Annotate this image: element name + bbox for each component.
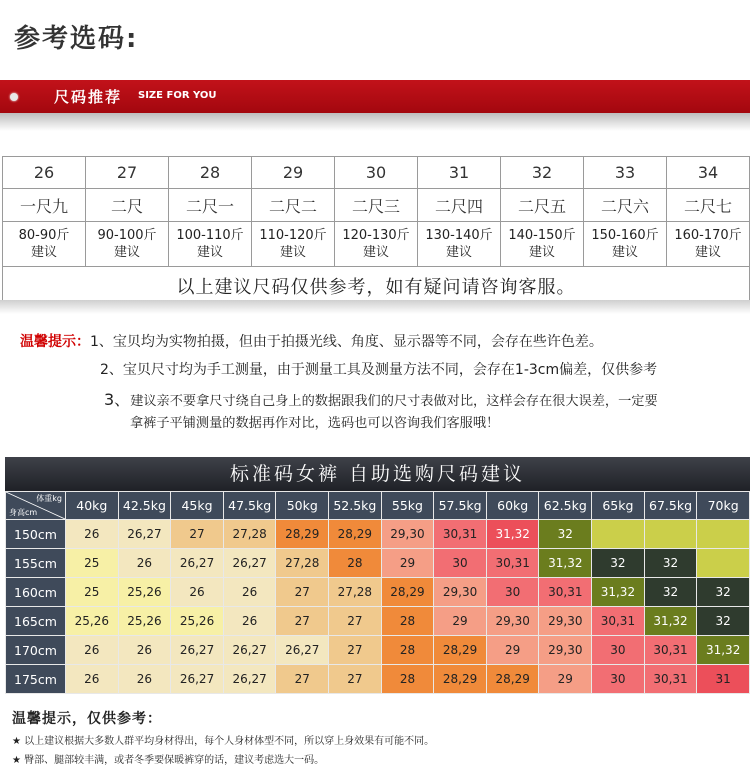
fit-cell: 30,31 <box>592 607 645 636</box>
weight-suggest-cell <box>3 222 86 267</box>
fit-cell: 28 <box>381 665 434 694</box>
size-number-cell: 29 <box>252 157 335 189</box>
fit-table <box>5 491 750 694</box>
weight-header-cell: 50kg <box>276 492 329 520</box>
tip-line-3 <box>104 387 658 410</box>
fit-cell: 25 <box>66 549 119 578</box>
weight-range: 160-170斤 <box>674 228 742 243</box>
weight-header-cell: 47.5kg <box>223 492 276 520</box>
fit-cell: 27 <box>329 665 382 694</box>
fit-cell: 28 <box>329 549 382 578</box>
fit-cell: 30,31 <box>486 549 539 578</box>
weight-suggest-cell <box>335 222 418 267</box>
fit-cell: 26 <box>118 665 171 694</box>
size-number-cell: 32 <box>501 157 584 189</box>
fit-cell: 26 <box>118 549 171 578</box>
fit-cell: 30 <box>592 636 645 665</box>
waist-chi-cell: 一尺九 <box>3 189 86 222</box>
size-table <box>2 156 750 306</box>
waist-chi-cell: 二尺三 <box>335 189 418 222</box>
weight-header-cell: 62.5kg <box>539 492 592 520</box>
weight-header-cell: 57.5kg <box>434 492 487 520</box>
suggest-label: 建议 <box>362 245 389 260</box>
fit-cell <box>644 520 697 549</box>
suggest-label: 建议 <box>113 245 140 260</box>
height-header-cell: 150cm <box>6 520 66 549</box>
fit-cell: 27 <box>171 520 224 549</box>
fit-cell: 32 <box>697 607 750 636</box>
fit-cell: 27,28 <box>276 549 329 578</box>
corner-cell <box>6 492 66 520</box>
fit-chart <box>5 457 750 700</box>
size-number-cell: 28 <box>169 157 252 189</box>
fit-cell: 28,29 <box>276 520 329 549</box>
fit-cell: 27 <box>276 665 329 694</box>
weight-range: 120-130斤 <box>342 228 410 243</box>
fit-cell: 28,29 <box>329 520 382 549</box>
height-header-cell: 155cm <box>6 549 66 578</box>
banner-title: 尺码推荐 <box>54 88 123 106</box>
footer-line: ★ 以上建议根据大多数人群平均身材得出，每个人身材体型不同，所以穿上身效果有可能不同。 <box>12 736 435 747</box>
fit-cell: 25,26 <box>66 607 119 636</box>
fit-cell: 30 <box>486 578 539 607</box>
size-number-cell: 26 <box>3 157 86 189</box>
suggest-label: 建议 <box>279 245 306 260</box>
height-header-cell: 160cm <box>6 578 66 607</box>
fit-cell: 26,27 <box>223 549 276 578</box>
fit-cell: 26 <box>66 636 119 665</box>
waist-chi-cell: 二尺五 <box>501 189 584 222</box>
size-recommend-banner <box>0 80 750 113</box>
size-number-cell: 27 <box>86 157 169 189</box>
size-number-cell: 31 <box>418 157 501 189</box>
suggest-label: 建议 <box>694 245 721 260</box>
height-header-cell: 175cm <box>6 665 66 694</box>
weight-suggest-cell <box>418 222 501 267</box>
fit-cell: 32 <box>644 549 697 578</box>
fit-cell <box>592 520 645 549</box>
weight-suggest-cell <box>86 222 169 267</box>
fit-cell: 26 <box>66 520 119 549</box>
tips-label: 温馨提示： <box>20 334 90 350</box>
fit-cell: 30,31 <box>644 636 697 665</box>
weight-suggest-cell <box>252 222 335 267</box>
fit-cell: 31,32 <box>697 636 750 665</box>
footer-title: 温馨提示，仅供参考： <box>12 711 162 727</box>
size-number-cell: 33 <box>584 157 667 189</box>
weight-header-cell: 70kg <box>697 492 750 520</box>
fit-cell: 27 <box>329 636 382 665</box>
fit-cell: 29 <box>486 636 539 665</box>
fit-row <box>6 520 750 549</box>
fit-cell: 29,30 <box>539 636 592 665</box>
fit-cell: 27 <box>276 578 329 607</box>
weight-range: 90-100斤 <box>97 228 157 243</box>
chart-title: 标准码女裤 自助选购尺码建议 <box>5 457 750 491</box>
weight-suggest-cell <box>584 222 667 267</box>
suggest-label: 建议 <box>528 245 555 260</box>
fit-cell: 29 <box>539 665 592 694</box>
fit-cell: 27 <box>329 607 382 636</box>
suggest-label: 建议 <box>196 245 223 260</box>
fit-cell: 26 <box>118 636 171 665</box>
size-number-cell: 34 <box>667 157 750 189</box>
tip-text: 拿裤子平铺测量的数据再作对比，选码也可以咨询我们客服哦！ <box>130 416 500 431</box>
fit-cell: 29,30 <box>539 607 592 636</box>
tip-text: 宝贝均为实物拍摄，但由于拍摄光线、角度、显示器等不同，会存在些许色差。 <box>112 334 603 350</box>
waist-chi-cell: 二尺 <box>86 189 169 222</box>
fit-cell: 29,30 <box>434 578 487 607</box>
weight-header-cell: 40kg <box>66 492 119 520</box>
fit-cell: 29 <box>381 549 434 578</box>
corner-weight-label: 体重kg <box>36 494 62 503</box>
fit-cell: 26,27 <box>118 520 171 549</box>
fit-cell: 26,27 <box>171 549 224 578</box>
weight-range: 140-150斤 <box>508 228 576 243</box>
weight-header-cell: 42.5kg <box>118 492 171 520</box>
fit-row <box>6 665 750 694</box>
tip-number: 2、 <box>100 362 123 378</box>
fit-cell: 31,32 <box>592 578 645 607</box>
waist-chi-cell: 二尺一 <box>169 189 252 222</box>
fit-row <box>6 607 750 636</box>
height-header-cell: 165cm <box>6 607 66 636</box>
fit-row <box>6 578 750 607</box>
fit-cell: 30 <box>592 665 645 694</box>
fit-cell: 27,28 <box>223 520 276 549</box>
fit-cell: 32 <box>592 549 645 578</box>
fit-cell: 28,29 <box>434 636 487 665</box>
fit-cell: 30,31 <box>644 665 697 694</box>
fit-cell: 29 <box>434 607 487 636</box>
weight-range: 150-160斤 <box>591 228 659 243</box>
fit-cell: 26,27 <box>276 636 329 665</box>
suggest-label: 建议 <box>30 245 57 260</box>
fit-cell: 28,29 <box>434 665 487 694</box>
tip-line-2 <box>100 359 657 379</box>
fit-cell: 25,26 <box>171 607 224 636</box>
tip-text: 宝贝尺寸均为手工测量，由于测量工具及测量方法不同，会存在1-3cm偏差，仅供参考 <box>122 362 658 378</box>
bullet-dot-icon <box>10 93 18 101</box>
weight-suggest-cell <box>501 222 584 267</box>
fit-cell: 28 <box>381 636 434 665</box>
tip-line-1 <box>20 331 603 351</box>
fit-cell: 25,26 <box>118 578 171 607</box>
page-title: 参考选码: <box>14 24 139 54</box>
footer-notes <box>12 708 750 766</box>
tip-number: 1、 <box>90 334 113 350</box>
waist-chi-cell: 二尺二 <box>252 189 335 222</box>
fit-cell: 26 <box>171 578 224 607</box>
fit-cell: 32 <box>539 520 592 549</box>
fit-cell: 30 <box>434 549 487 578</box>
fit-cell: 26 <box>223 578 276 607</box>
suggest-label: 建议 <box>611 245 638 260</box>
fit-cell: 26,27 <box>223 636 276 665</box>
waist-chi-cell: 二尺七 <box>667 189 750 222</box>
banner-shadow <box>0 113 750 131</box>
fit-cell: 25,26 <box>118 607 171 636</box>
weight-range: 130-140斤 <box>425 228 493 243</box>
weight-header-cell: 60kg <box>486 492 539 520</box>
fit-cell: 26 <box>66 665 119 694</box>
fit-cell: 32 <box>697 578 750 607</box>
fit-cell: 28,29 <box>486 665 539 694</box>
fit-cell: 28,29 <box>381 578 434 607</box>
weight-header-cell: 65kg <box>592 492 645 520</box>
fit-cell: 31,32 <box>644 607 697 636</box>
height-header-cell: 170cm <box>6 636 66 665</box>
weight-range: 110-120斤 <box>259 228 327 243</box>
fit-row <box>6 549 750 578</box>
size-table-shadow <box>0 300 750 314</box>
weight-suggest-cell <box>667 222 750 267</box>
weight-header-cell: 45kg <box>171 492 224 520</box>
weight-range: 100-110斤 <box>176 228 244 243</box>
fit-cell: 32 <box>644 578 697 607</box>
fit-cell: 27 <box>276 607 329 636</box>
fit-cell: 31,32 <box>539 549 592 578</box>
fit-cell: 28 <box>381 607 434 636</box>
size-number-cell: 30 <box>335 157 418 189</box>
fit-cell: 26,27 <box>223 665 276 694</box>
tip-line-4 <box>130 412 499 431</box>
fit-cell: 29,30 <box>381 520 434 549</box>
tip-number: 3、 <box>104 390 131 409</box>
weight-range: 80-90斤 <box>18 228 70 243</box>
fit-cell: 29,30 <box>486 607 539 636</box>
weight-header-cell: 55kg <box>381 492 434 520</box>
fit-cell: 26,27 <box>171 665 224 694</box>
size-table-note: 以上建议尺码仅供参考，如有疑问请咨询客服。 <box>3 267 750 306</box>
weight-header-cell: 52.5kg <box>329 492 382 520</box>
waist-chi-cell: 二尺六 <box>584 189 667 222</box>
fit-cell: 26,27 <box>171 636 224 665</box>
fit-row <box>6 636 750 665</box>
weight-suggest-cell <box>169 222 252 267</box>
banner-subtitle: SIZE FOR YOU <box>138 90 217 101</box>
fit-cell: 31 <box>697 665 750 694</box>
fit-cell: 27,28 <box>329 578 382 607</box>
fit-cell: 26 <box>223 607 276 636</box>
waist-chi-cell: 二尺四 <box>418 189 501 222</box>
fit-cell <box>697 549 750 578</box>
fit-cell: 30,31 <box>434 520 487 549</box>
tip-text: 建议亲不要拿尺寸绕自己身上的数据跟我们的尺寸表做对比，这样会存在很大误差，一定要 <box>130 394 658 409</box>
fit-cell: 30,31 <box>539 578 592 607</box>
fit-cell <box>697 520 750 549</box>
suggest-label: 建议 <box>445 245 472 260</box>
corner-height-label: 身高cm <box>9 508 38 517</box>
footer-line: ★ 臀部、腿部较丰满，或者冬季要保暖裤穿的话，建议考虑选大一码。 <box>12 755 325 766</box>
fit-cell: 25 <box>66 578 119 607</box>
weight-header-cell: 67.5kg <box>644 492 697 520</box>
fit-cell: 31,32 <box>486 520 539 549</box>
